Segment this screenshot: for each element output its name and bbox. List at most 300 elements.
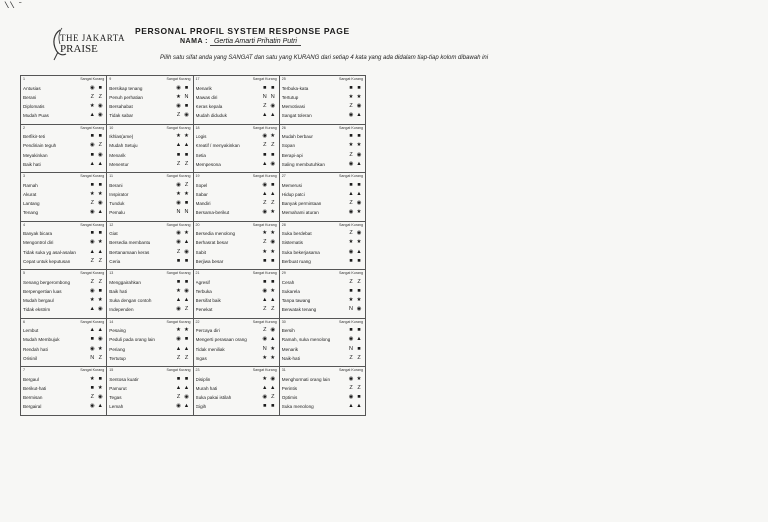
kurang-mark[interactable]: ▲ [270,384,276,391]
sangat-mark[interactable]: ▲ [348,403,354,410]
kurang-mark[interactable]: ▲ [183,403,190,410]
kurang-mark[interactable]: ◉ [356,200,362,207]
word-group [20,125,106,173]
sangat-mark[interactable]: N [349,345,353,352]
sangat-mark[interactable]: ◉ [89,403,95,410]
kurang-mark[interactable]: ◉ [270,160,276,167]
kurang-mark[interactable]: ■ [98,133,102,140]
group-number: 26 [281,125,286,130]
sangat-mark[interactable]: ◉ [348,336,354,343]
kurang-mark[interactable]: N [184,209,189,216]
sangat-mark[interactable]: ★ [89,103,95,110]
word-item [109,394,190,400]
sangat-mark[interactable]: ▲ [89,248,95,255]
sangat-mark[interactable]: ◉ [176,336,181,343]
sangat-mark[interactable]: ◉ [89,239,95,246]
kurang-mark[interactable]: Z [271,200,275,207]
kurang-mark[interactable]: Z [98,257,102,264]
kurang-mark[interactable]: ▲ [97,160,103,167]
kurang-mark[interactable]: ■ [98,375,102,382]
kurang-mark[interactable]: Z [357,384,361,391]
sangat-mark[interactable]: ★ [262,354,268,361]
sangat-mark[interactable]: Z [349,230,353,237]
word-group [193,319,279,367]
column-headers: Sangat Kurang [339,319,363,324]
sangat-mark[interactable]: Z [263,327,267,334]
kurang-mark[interactable]: ▲ [183,297,190,304]
word-group [106,319,192,367]
sangat-mark[interactable]: ◉ [89,84,95,91]
kurang-mark[interactable]: ▲ [356,112,362,119]
kurang-mark[interactable]: ◉ [97,151,103,158]
sangat-mark[interactable]: ★ [176,93,181,100]
sangat-mark[interactable]: ■ [349,257,353,264]
kurang-mark[interactable]: ★ [356,375,362,382]
kurang-mark[interactable]: ■ [357,394,361,401]
sangat-mark[interactable]: ◉ [176,103,181,110]
word-label: Pamurut [109,385,127,391]
kurang-mark[interactable]: ■ [357,181,361,188]
sangat-mark[interactable]: ■ [90,230,94,237]
word-label: Akurat [23,191,37,197]
sangat-mark[interactable]: Z [349,151,353,158]
word-label: Mempesona [195,161,221,167]
kurang-mark[interactable]: ▲ [356,190,362,197]
word-item [196,200,277,206]
sangat-mark[interactable]: ◉ [176,403,181,410]
word-item [196,337,277,343]
group-header [196,174,277,179]
word-label: Mudah diduduk [195,113,227,119]
kurang-mark[interactable]: N [270,93,275,100]
sangat-mark[interactable]: ■ [263,257,267,264]
word-item [196,231,277,237]
word-group [279,270,366,318]
sangat-mark[interactable]: ★ [348,297,354,304]
kurang-mark[interactable]: ■ [184,200,189,207]
sangat-mark[interactable]: N [349,306,353,313]
kurang-mark[interactable]: Z [184,160,189,167]
word-label: Mandiri [195,201,211,207]
kurang-mark[interactable]: ◉ [356,306,362,313]
kurang-mark[interactable]: ◉ [97,103,103,110]
kurang-mark[interactable]: ■ [184,84,189,91]
kurang-mark[interactable]: ▲ [183,384,190,391]
kurang-mark[interactable]: ◉ [356,103,362,110]
kurang-mark[interactable]: ▲ [97,248,103,255]
sangat-mark[interactable]: Z [349,384,353,391]
kurang-mark[interactable]: ■ [184,375,189,382]
sangat-mark[interactable]: ★ [176,190,181,197]
sangat-mark[interactable]: ▲ [175,345,182,352]
kurang-mark[interactable]: Z [98,278,102,285]
word-item [109,113,190,119]
word-label: Menentur [109,161,129,167]
word-label: Menarik [109,152,126,158]
word-label: Penuh perhatian [109,94,143,100]
kurang-mark[interactable]: ▲ [183,142,190,149]
kurang-mark[interactable]: ◉ [184,248,189,255]
sangat-mark[interactable]: Z [176,354,181,361]
grid-row [20,269,366,318]
kurang-mark[interactable]: ▲ [356,248,362,255]
word-item [109,161,190,167]
sangat-mark[interactable]: ★ [89,297,95,304]
word-item [282,297,363,303]
word-item [109,258,190,264]
sangat-mark[interactable]: Z [349,103,353,110]
sangat-mark[interactable]: ◉ [176,181,181,188]
sangat-mark[interactable]: ■ [263,278,267,285]
sangat-mark[interactable]: ■ [349,287,353,294]
kurang-mark[interactable]: ■ [357,133,361,140]
sangat-mark[interactable]: ◉ [348,375,354,382]
sangat-mark[interactable]: Z [263,142,267,149]
name-label: NAMA : [180,38,209,45]
kurang-mark[interactable]: ▲ [270,112,276,119]
sangat-mark[interactable]: Z [90,200,94,207]
column-headers: Sangat Kurang [166,222,191,227]
sangat-mark[interactable]: ◉ [262,336,268,343]
word-label: Cepat untuk keputusan [23,258,71,264]
group-number: 20 [195,222,200,227]
word-item [282,279,363,285]
sangat-mark[interactable]: ▲ [348,190,354,197]
group-number: 21 [195,271,200,275]
kurang-mark[interactable]: ★ [356,142,362,149]
sangat-mark[interactable]: ■ [263,403,267,410]
sangat-mark[interactable]: ▲ [89,160,95,167]
kurang-mark[interactable]: ◉ [270,375,276,382]
kurang-mark[interactable]: ◉ [184,287,189,294]
sangat-mark[interactable]: ◉ [176,230,181,237]
kurang-mark[interactable]: ▲ [97,209,103,216]
word-label: Optimis [281,395,298,401]
kurang-mark[interactable]: ★ [270,133,276,140]
sangat-mark[interactable]: ▲ [262,160,268,167]
kurang-mark[interactable]: ▲ [356,336,362,343]
sangat-mark[interactable]: ◉ [176,84,181,91]
kurang-mark[interactable]: ★ [270,354,276,361]
kurang-mark[interactable]: Z [98,354,102,361]
sangat-mark[interactable]: ◉ [89,209,95,216]
sangat-mark[interactable]: Z [349,278,353,285]
sangat-mark[interactable]: ■ [176,151,181,158]
word-item [109,134,190,140]
kurang-mark[interactable]: ■ [184,151,189,158]
sangat-mark[interactable]: ◉ [176,239,181,246]
word-item [282,404,363,410]
kurang-mark[interactable]: ■ [98,230,102,237]
word-label: Baik hati [23,161,41,167]
sangat-mark[interactable]: ▲ [262,384,268,391]
sangat-mark[interactable]: ■ [263,84,267,91]
sangat-mark[interactable]: ◉ [348,394,354,401]
sangat-mark[interactable]: ◉ [348,248,354,255]
sangat-mark[interactable]: ◉ [89,345,95,352]
kurang-mark[interactable]: ■ [98,287,102,294]
word-label: Setia [195,152,206,158]
sangat-mark[interactable]: ■ [349,133,353,140]
sangat-mark[interactable]: ◉ [348,112,354,119]
kurang-mark[interactable]: ▲ [356,160,362,167]
sangat-mark[interactable]: ■ [90,133,94,140]
sangat-mark[interactable]: ★ [176,287,181,294]
sangat-mark[interactable]: ■ [90,336,94,343]
sangat-mark[interactable]: N [262,93,267,100]
kurang-mark[interactable]: ◉ [97,200,103,207]
sangat-mark[interactable]: ▲ [175,384,182,391]
kurang-mark[interactable]: ▲ [183,345,190,352]
kurang-mark[interactable]: ■ [357,345,361,352]
kurang-mark[interactable]: ▲ [97,403,103,410]
kurang-mark[interactable]: Z [98,142,102,149]
sangat-mark[interactable]: ◉ [176,306,181,313]
word-item [282,113,363,119]
kurang-mark[interactable]: ■ [357,257,361,264]
word-label: Percaya diri [195,328,220,334]
sangat-mark[interactable]: Z [90,257,94,264]
kurang-mark[interactable]: ★ [270,287,276,294]
sangat-mark[interactable]: ◉ [262,209,268,216]
kurang-mark[interactable]: ■ [184,257,189,264]
kurang-mark[interactable]: ★ [97,384,103,391]
sangat-mark[interactable]: ▲ [89,112,95,119]
kurang-mark[interactable]: ◉ [356,230,362,237]
sangat-mark[interactable]: ■ [349,84,353,91]
word-label: Berikut-hati [23,385,47,391]
kurang-mark[interactable]: ■ [98,84,102,91]
kurang-mark[interactable]: ■ [271,151,275,158]
sangat-mark[interactable]: ▲ [89,306,95,313]
kurang-mark[interactable]: ★ [356,239,362,246]
sangat-mark[interactable]: ★ [262,375,268,382]
sangat-mark[interactable]: ■ [176,257,181,264]
sangat-mark[interactable]: ◉ [176,200,181,207]
kurang-mark[interactable]: ■ [184,103,189,110]
sangat-mark[interactable]: Z [176,112,181,119]
group-number: 27 [281,174,286,178]
group-number: 5 [23,271,25,275]
kurang-mark[interactable]: ▲ [97,327,103,334]
kurang-mark[interactable]: ★ [270,230,276,237]
sangat-mark[interactable]: ★ [348,142,354,149]
kurang-mark[interactable]: ■ [184,278,189,285]
sangat-mark[interactable]: ★ [348,93,354,100]
kurang-mark[interactable]: ■ [98,181,102,188]
sangat-mark[interactable]: ★ [176,133,181,140]
sangat-mark[interactable]: ★ [89,190,95,197]
word-item [23,385,104,391]
kurang-mark[interactable]: ◉ [270,239,276,246]
sangat-mark[interactable]: ◉ [348,160,354,167]
group-number: 10 [109,125,114,130]
kurang-mark[interactable]: Z [357,354,361,361]
word-label: Pendiriain teguh [23,143,57,149]
group-header [109,126,190,131]
kurang-mark[interactable]: ◉ [184,112,189,119]
kurang-mark[interactable]: ■ [357,84,361,91]
sangat-mark[interactable]: ◉ [262,394,268,401]
kurang-mark[interactable]: ◉ [97,336,103,343]
kurang-mark[interactable]: Z [271,142,275,149]
kurang-mark[interactable]: Z [98,93,102,100]
kurang-mark[interactable]: ★ [184,190,189,197]
kurang-mark[interactable]: Z [184,181,189,188]
kurang-mark[interactable]: ★ [270,248,276,255]
sangat-mark[interactable]: ◉ [348,209,354,216]
word-label: Ceria [109,258,121,264]
sangat-mark[interactable]: Z [349,200,353,207]
sangat-mark[interactable]: Z [90,278,94,285]
kurang-mark[interactable]: ◉ [270,327,276,334]
group-number: 3 [23,174,25,178]
sangat-mark[interactable]: ★ [262,248,268,255]
word-label: Memahami aturan [281,210,319,216]
sangat-mark[interactable]: ▲ [262,190,268,197]
sangat-mark[interactable]: ▲ [262,297,268,304]
word-item [282,385,363,391]
kurang-mark[interactable]: N [184,93,189,100]
sangat-mark[interactable]: ■ [176,278,181,285]
word-group [193,367,279,415]
word-item [23,279,104,285]
kurang-mark[interactable]: Z [271,394,275,401]
kurang-mark[interactable]: ▲ [183,239,190,246]
word-item [109,288,190,294]
kurang-mark[interactable]: ★ [356,297,362,304]
sangat-mark[interactable]: Z [263,239,267,246]
word-item [23,376,104,382]
sangat-mark[interactable]: ■ [90,384,94,391]
sangat-mark[interactable]: ★ [348,239,354,246]
kurang-mark[interactable]: ★ [270,209,276,216]
word-label: Bersedia menolong [195,231,236,237]
kurang-mark[interactable]: ★ [270,345,276,352]
sangat-mark[interactable]: Z [90,394,94,401]
sangat-mark[interactable]: ◉ [89,287,95,294]
kurang-mark[interactable]: ★ [97,190,103,197]
kurang-mark[interactable]: ◉ [270,103,276,110]
sangat-mark[interactable]: ◉ [262,133,268,140]
sangat-mark[interactable]: ■ [263,151,267,158]
word-group [20,367,106,415]
kurang-mark[interactable]: ◉ [184,394,189,401]
kurang-mark[interactable]: ▲ [270,336,276,343]
kurang-mark[interactable]: ▲ [356,403,362,410]
sangat-mark[interactable]: ■ [349,327,353,334]
sangat-mark[interactable]: ★ [176,327,181,334]
sangat-mark[interactable]: ■ [349,181,353,188]
sangat-mark[interactable]: ▲ [89,327,95,334]
kurang-mark[interactable]: ▲ [270,297,276,304]
sangat-mark[interactable]: Z [263,103,267,110]
kurang-mark[interactable]: ★ [97,297,103,304]
sangat-mark[interactable]: ▲ [262,112,268,119]
word-item [196,191,277,197]
sangat-mark[interactable]: Z [176,248,181,255]
kurang-mark[interactable]: ◉ [97,306,103,313]
word-label: Suka dengan contoh [109,298,152,304]
sangat-mark[interactable]: ★ [262,230,268,237]
word-label: Berfikir-teti [23,134,45,140]
sangat-mark[interactable]: ▲ [175,142,182,149]
sangat-mark[interactable]: Z [263,306,267,313]
kurang-mark[interactable]: ■ [271,403,275,410]
group-header [196,223,277,228]
kurang-mark[interactable]: Z [184,354,189,361]
sangat-mark[interactable]: N [90,354,95,361]
sangat-mark[interactable]: ◉ [89,142,95,149]
sangat-mark[interactable]: ■ [176,375,181,382]
sangat-mark[interactable]: N [176,209,181,216]
word-group [20,222,106,270]
word-item [282,307,363,313]
word-label: Inspirator [109,191,129,197]
kurang-mark[interactable]: ■ [357,287,361,294]
column-headers: Sangat Kurang [252,271,277,275]
kurang-mark[interactable]: ★ [184,327,189,334]
sangat-mark[interactable]: Z [176,160,181,167]
sangat-mark[interactable]: Z [90,93,94,100]
kurang-mark[interactable]: ■ [357,327,361,334]
word-item [23,231,104,237]
kurang-mark[interactable]: Z [184,306,189,313]
sangat-mark[interactable]: N [262,345,267,352]
sangat-mark[interactable]: ■ [90,151,94,158]
kurang-mark[interactable]: ■ [271,278,275,285]
kurang-mark[interactable]: ★ [356,93,362,100]
kurang-mark[interactable]: ■ [271,181,275,188]
group-header [109,368,190,373]
kurang-mark[interactable]: ★ [184,230,189,237]
kurang-mark[interactable]: ★ [97,345,103,352]
kurang-mark[interactable]: ◉ [97,112,103,119]
word-item [196,346,277,352]
kurang-mark[interactable]: ■ [271,84,275,91]
word-item [282,182,363,188]
word-item [109,182,190,188]
kurang-mark[interactable]: ◉ [97,394,103,401]
kurang-mark[interactable]: ■ [184,336,189,343]
sangat-mark[interactable]: Z [349,354,353,361]
word-item [282,240,363,246]
sangat-mark[interactable]: ★ [89,375,95,382]
sangat-mark[interactable]: ▲ [175,297,182,304]
kurang-mark[interactable]: ▲ [270,190,276,197]
kurang-mark[interactable]: ★ [356,209,362,216]
word-item [196,152,277,158]
word-label: Senang bergerombong [23,279,70,285]
group-number: 29 [281,271,286,275]
kurang-mark[interactable]: Z [271,306,275,313]
kurang-mark[interactable]: Z [357,278,361,285]
sangat-mark[interactable]: ◉ [262,181,268,188]
sangat-mark[interactable]: Z [176,394,181,401]
kurang-mark[interactable]: ■ [271,257,275,264]
kurang-mark[interactable]: ★ [184,133,189,140]
sangat-mark[interactable]: ■ [90,181,94,188]
word-label: Ramah [23,182,38,188]
kurang-mark[interactable]: ★ [97,239,103,246]
sangat-mark[interactable]: Z [263,200,267,207]
kurang-mark[interactable]: ◉ [356,151,362,158]
word-group [193,125,279,173]
word-item [196,328,277,334]
group-header [109,174,190,179]
sangat-mark[interactable]: ◉ [262,287,268,294]
name-value[interactable]: Gertia Amarti Prihatin Putri [210,38,301,46]
